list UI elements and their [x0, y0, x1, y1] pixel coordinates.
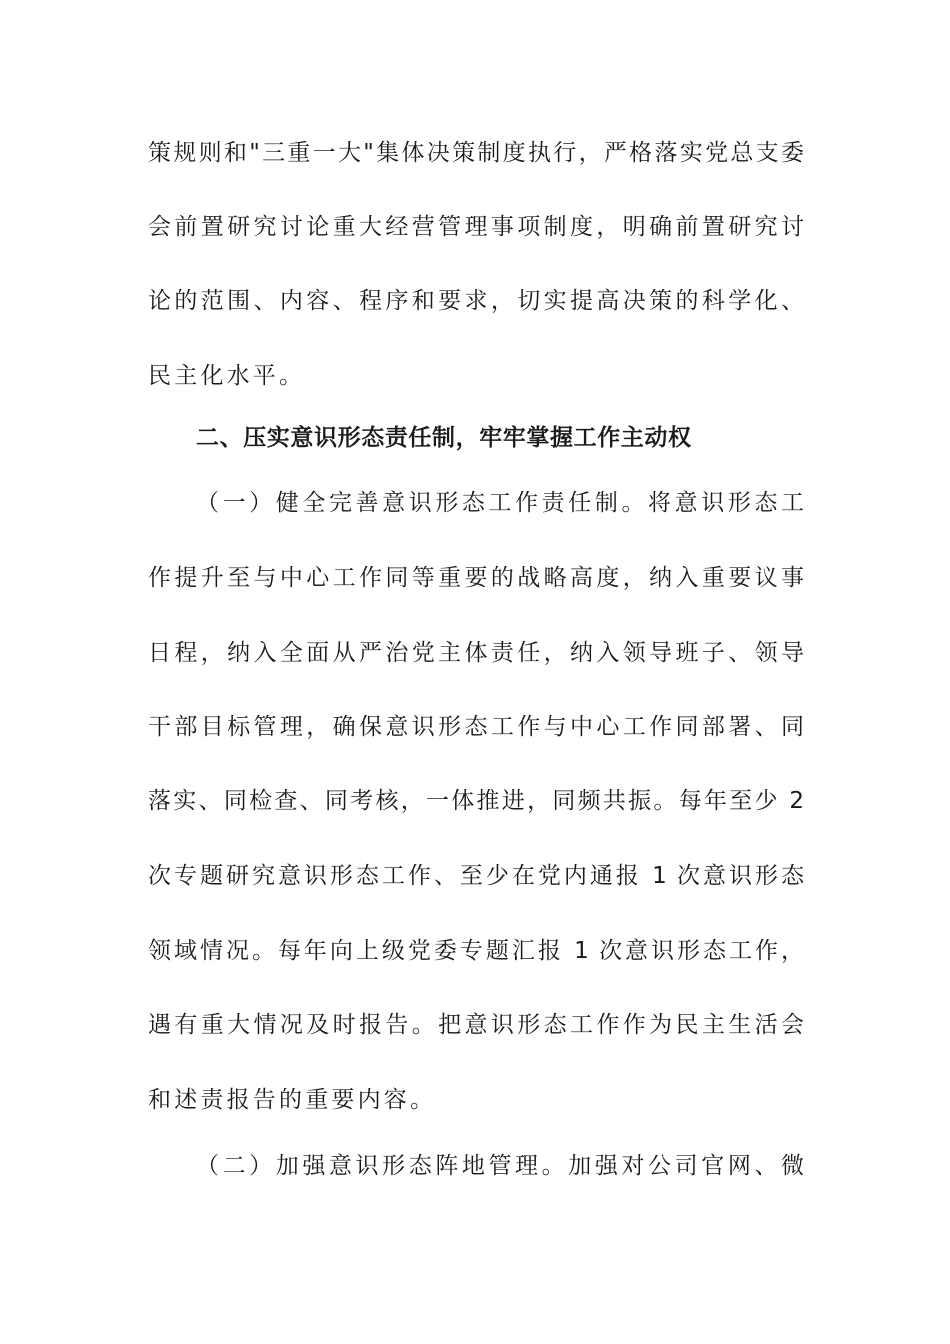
- paragraph-line: 会前置研究讨论重大经营管理事项制度，明确前置研究讨: [148, 214, 804, 240]
- paragraph-line: 落实、同检查、同考核，一体推进，同频共振。每年至少 2: [148, 788, 804, 814]
- paragraph-line: 作提升至与中心工作同等重要的战略高度，纳入重要议事: [148, 565, 804, 591]
- paragraph-line: （二）加强意识形态阵地管理。加强对公司官网、微: [196, 1153, 804, 1179]
- paragraph-line: （一）健全完善意识形态工作责任制。将意识形态工: [196, 490, 804, 516]
- section-heading: 二、压实意识形态责任制，牢牢掌握工作主动权: [196, 425, 692, 451]
- paragraph-line: 日程，纳入全面从严治党主体责任，纳入领导班子、领导: [148, 640, 804, 666]
- paragraph-line: 民主化水平。: [148, 363, 306, 389]
- paragraph-line: 论的范围、内容、程序和要求，切实提高决策的科学化、: [148, 288, 804, 314]
- paragraph-line: 遇有重大情况及时报告。把意识形态工作作为民主生活会: [148, 1012, 804, 1038]
- paragraph-line: 和述责报告的重要内容。: [148, 1087, 437, 1113]
- paragraph-line: 次专题研究意识形态工作、至少在党内通报 1 次意识形态: [148, 863, 804, 889]
- paragraph-line: 策规则和"三重一大"集体决策制度执行，严格落实党总支委: [148, 140, 804, 166]
- paragraph-line: 干部目标管理，确保意识形态工作与中心工作同部署、同: [148, 714, 804, 740]
- paragraph-line: 领域情况。每年向上级党委专题汇报 1 次意识形态工作，: [148, 938, 804, 964]
